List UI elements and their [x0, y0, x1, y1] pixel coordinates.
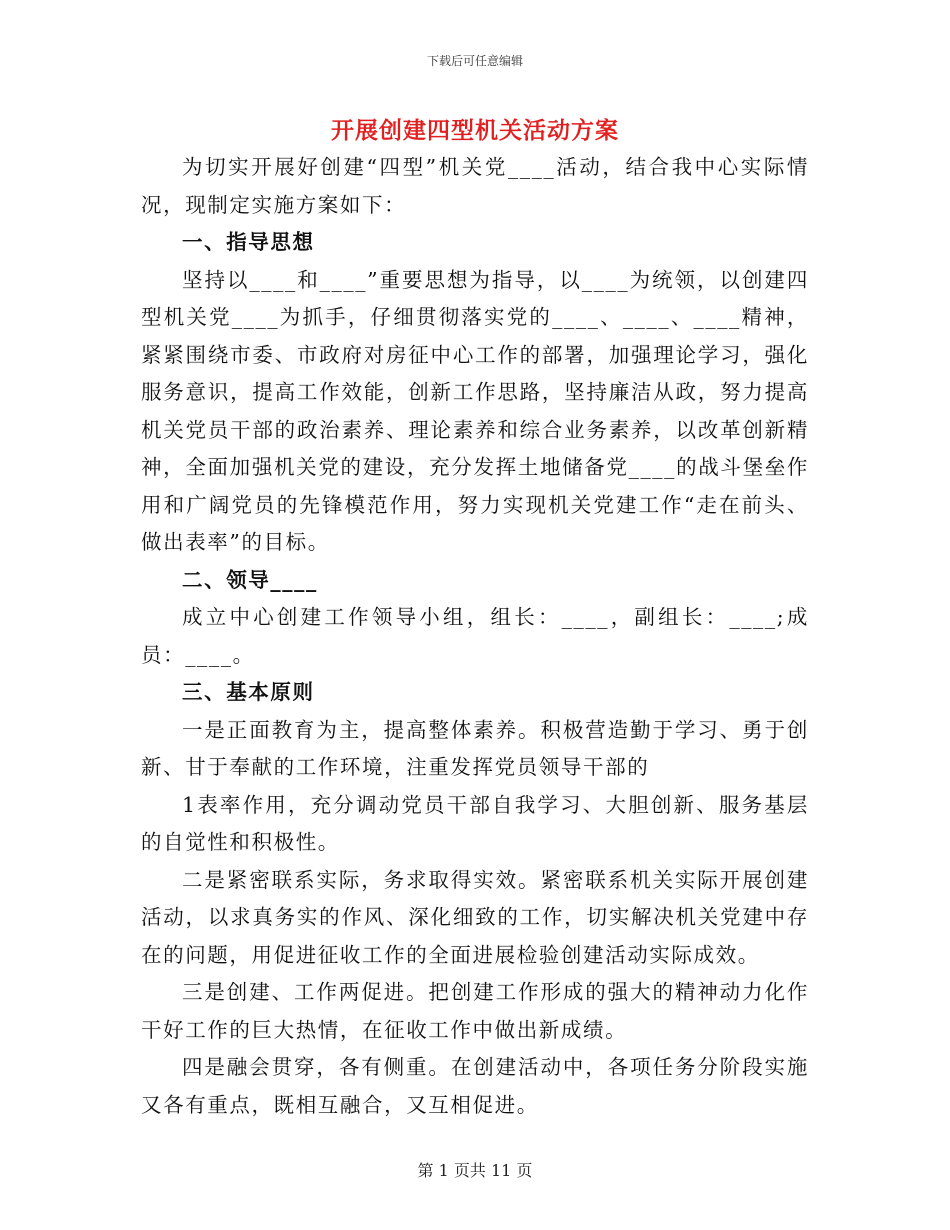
section-heading-basic-principles: 三、基本原则: [182, 680, 315, 704]
paragraph-principle-1-cont: 1表率作用，充分调动党员干部自我学习、大胆创新、服务基层的自觉性和积极性。: [141, 792, 809, 854]
section-heading-leadership: 二、领导____: [182, 567, 318, 592]
page-number: 第 1 页共 11 页: [417, 1161, 533, 1180]
intro-paragraph: 为切实开展好创建“四型”机关党____活动，结合我中心实际情况，现制定实施方案如下：: [141, 155, 809, 217]
paragraph-principle-4: 四是融会贯穿，各有侧重。在创建活动中，各项任务分阶段实施又各有重点，既相互融合，又互相促进。: [141, 1055, 809, 1117]
header-note: 下载后可任意编辑: [426, 54, 523, 68]
paragraph-principle-3: 三是创建、工作两促进。把创建工作形成的强大的精神动力化作干好工作的巨大热情，在征收工作中做出新成绩。: [141, 980, 809, 1042]
paragraph-principle-2: 二是紧密联系实际，务求取得实效。紧密联系机关实际开展创建活动，以求真务实的作风、深化细致的工作，切实解决机关党建中存在的问题，用促进征收工作的全面进展检验创建活动实际成效。: [141, 867, 809, 967]
section-heading-guiding-ideology: 一、指导思想: [182, 230, 315, 254]
document-title: 开展创建四型机关活动方案: [331, 117, 619, 144]
paragraph-guiding-ideology: 坚持以____和____”重要思想为指导，以____为统领，以创建四型机关党____为抓手，仔细贯彻落实党的____、____、____精神，紧紧围绕市委、市政府对房征中心工作的部署，加强理论学习，强化服务意识，提高工作效能，创新工作思路，坚持廉洁从政，努力提高机关党员干部的政治素养、理论素养和综合业务素养，以改革创新精神，全面加强机关党的建设，充分发挥土地储备党____的战斗堡垒作用和广阔党员的先锋模范作用，努力实现机关党建工作“走在前头、做出表率”的目标。: [141, 267, 809, 554]
paragraph-principle-1: 一是正面教育为主，提高整体素养。积极营造勤于学习、勇于创新、甘于奉献的工作环境，注重发挥党员领导干部的: [141, 717, 809, 779]
document-body: [141, 149, 809, 1124]
paragraph-leadership: 成立中心创建工作领导小组，组长：____，副组长：____;成员：____。: [141, 605, 809, 667]
